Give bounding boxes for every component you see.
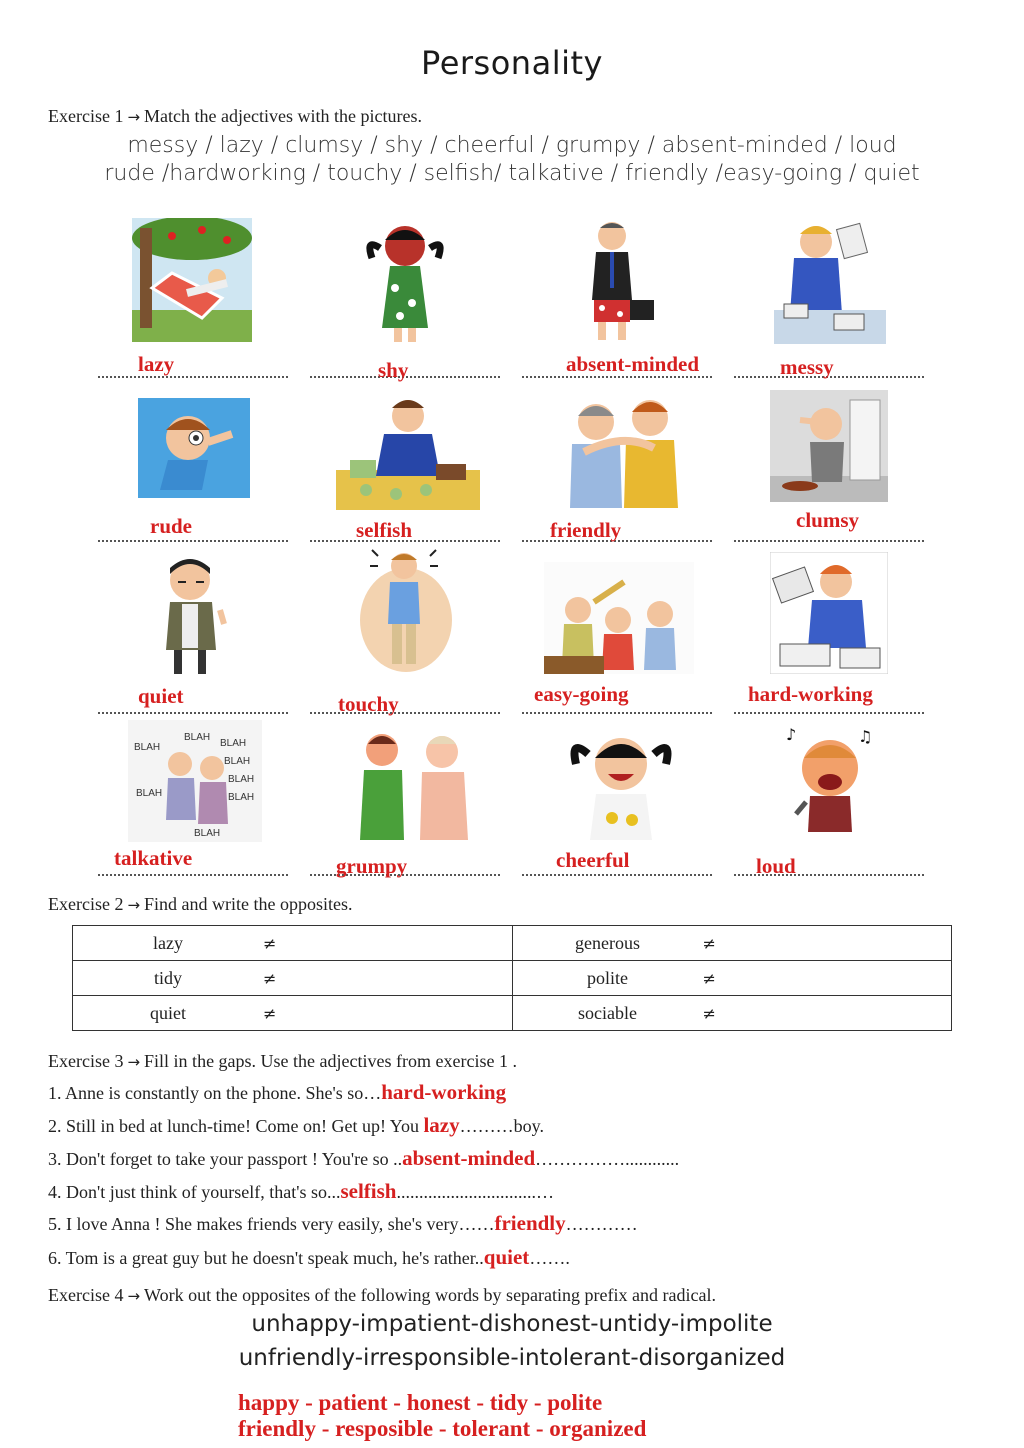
exercise3-heading <box>48 1051 517 1072</box>
picture-cell <box>522 382 712 542</box>
answer-quiet: quiet <box>138 684 184 708</box>
sentence-answer: quiet <box>483 1245 530 1269</box>
picture-cell <box>98 218 288 378</box>
picture-cell <box>734 382 924 542</box>
sentence-answer: lazy <box>423 1113 460 1137</box>
answer-line <box>522 874 712 876</box>
music-note-icon: ♪ <box>786 725 797 744</box>
exercise1-instruction: Match the adjectives with the pictures. <box>144 106 422 126</box>
sentence-text: 5. I love Anna ! She makes friends very easily, she's very…… <box>48 1214 495 1234</box>
word: sociable <box>578 1002 637 1023</box>
word-bank-line-2: rude /hardworking / touchy / selfish/ talkative / friendly /easy-going / quiet <box>104 161 920 186</box>
exercise4-words-line-1: unhappy-impatient-dishonest-untidy-impolite <box>251 1311 773 1337</box>
answer-messy: messy <box>780 355 834 379</box>
arrow-right-icon: → <box>127 1053 141 1071</box>
sentence-answer: friendly <box>494 1211 566 1235</box>
not-equal-icon: ≠ <box>702 968 716 988</box>
picture-cell <box>310 716 500 876</box>
table-cell <box>73 961 513 996</box>
picture-quiet-boy <box>150 554 240 678</box>
picture-cell <box>98 716 288 876</box>
picture-cheerful-girl <box>566 724 676 842</box>
word: lazy <box>153 932 183 953</box>
sentence-1 <box>48 1080 506 1105</box>
table-cell <box>73 926 513 961</box>
arrow-right-icon: → <box>127 108 141 126</box>
word: polite <box>587 967 628 988</box>
sentence-text: 4. Don't just think of yourself, that's so... <box>48 1182 341 1202</box>
table-cell <box>512 926 952 961</box>
answer-line <box>98 712 288 714</box>
table-cell <box>73 996 513 1031</box>
word-bank-line-1: messy / lazy / clumsy / shy / cheerful / grumpy / absent-minded / loud <box>127 133 897 158</box>
answer-grumpy: grumpy <box>336 854 408 878</box>
exercise3-label: Exercise 3 <box>48 1051 124 1071</box>
picture-cell <box>522 716 712 876</box>
picture-rude-boy <box>138 398 250 498</box>
picture-lazy-hammock <box>132 218 252 342</box>
picture-cell <box>734 218 924 378</box>
table-row <box>73 926 952 961</box>
blah-text: BLAH <box>134 742 161 753</box>
blah-text: BLAH <box>228 774 255 785</box>
table-row <box>73 996 952 1031</box>
answer-friendly: friendly <box>550 518 622 542</box>
sentence-text: ...............................… <box>396 1182 554 1202</box>
not-equal-icon: ≠ <box>263 1003 277 1023</box>
sentence-6 <box>48 1245 570 1270</box>
answer-line <box>98 540 288 542</box>
not-equal-icon: ≠ <box>263 968 277 988</box>
picture-shy-girl <box>360 218 450 344</box>
sentence-3 <box>48 1146 679 1171</box>
not-equal-icon: ≠ <box>263 933 277 953</box>
answer-absent-minded: absent-minded <box>566 352 700 376</box>
sentence-answer: selfish <box>340 1179 397 1203</box>
word: tidy <box>153 967 182 988</box>
sentence-4 <box>48 1179 554 1204</box>
picture-talkative-women <box>128 720 262 842</box>
answer-loud: loud <box>756 854 796 878</box>
sentence-2 <box>48 1113 544 1138</box>
answer-rude: rude <box>150 514 192 538</box>
sentence-text: ………boy. <box>459 1116 544 1136</box>
blah-text: BLAH <box>224 756 251 767</box>
arrow-right-icon: → <box>127 896 141 914</box>
table-row <box>73 961 952 996</box>
exercise4-words-line-2: unfriendly-irresponsible-intolerant-disorganized <box>238 1345 786 1371</box>
answer-line <box>734 712 924 714</box>
answer-talkative: talkative <box>114 846 193 870</box>
answer-selfish: selfish <box>356 518 413 542</box>
blah-text: BLAH <box>220 738 247 749</box>
picture-friendly-boys <box>554 392 688 508</box>
sentence-text: 1. Anne is constantly on the phone. She's so… <box>48 1083 382 1103</box>
exercise4-answer-line-2: friendly - resposible - tolerant - organized <box>238 1416 647 1441</box>
table-cell <box>512 961 952 996</box>
picture-hard-working-boy <box>770 552 888 674</box>
sentence-answer: absent-minded <box>402 1146 536 1170</box>
sentence-5 <box>48 1211 638 1236</box>
blah-text: BLAH <box>228 792 255 803</box>
opposites-table <box>72 925 952 1031</box>
sentence-answer: hard-working <box>381 1080 507 1104</box>
blah-text: BLAH <box>184 732 211 743</box>
exercise4-answer-line-1: happy - patient - honest - tidy - polite <box>238 1390 603 1415</box>
sentence-text: ……. <box>529 1248 570 1268</box>
answer-line <box>98 376 288 378</box>
answer-hard-working: hard-working <box>748 682 873 706</box>
answer-cheerful: cheerful <box>556 848 630 872</box>
picture-absent-minded-man <box>572 218 662 344</box>
exercise3-instruction: Fill in the gaps. Use the adjectives from exercise 1 . <box>144 1051 517 1071</box>
picture-cell <box>734 554 924 714</box>
answer-line <box>734 540 924 542</box>
arrow-right-icon: → <box>127 1287 141 1305</box>
picture-cell <box>98 554 288 714</box>
answer-clumsy: clumsy <box>796 508 859 532</box>
exercise4-instruction: Work out the opposites of the following words by separating prefix and radical. <box>144 1285 716 1305</box>
sentence-text: ……………............ <box>535 1149 680 1169</box>
picture-cell <box>522 554 712 714</box>
answer-line <box>522 712 712 714</box>
blah-text: BLAH <box>194 828 221 839</box>
picture-cell <box>98 382 288 542</box>
picture-cell <box>310 554 500 714</box>
not-equal-icon: ≠ <box>702 1003 716 1023</box>
exercise2-instruction: Find and write the opposites. <box>144 894 353 914</box>
word: quiet <box>150 1002 186 1023</box>
sentence-text: 2. Still in bed at lunch-time! Come on! Get up! You <box>48 1116 424 1136</box>
sentence-text: 6. Tom is a great guy but he doesn't speak much, he's rather.. <box>48 1248 484 1268</box>
exercise4-label: Exercise 4 <box>48 1285 124 1305</box>
sentence-text: 3. Don't forget to take your passport ! You're so .. <box>48 1149 403 1169</box>
picture-clumsy-man <box>770 390 888 502</box>
music-note-icon: ♫ <box>858 727 873 746</box>
exercise1-label: Exercise 1 <box>48 106 124 126</box>
picture-selfish-man <box>336 390 480 510</box>
exercise1-heading <box>48 106 422 127</box>
picture-cell <box>310 382 500 542</box>
answer-line <box>98 874 288 876</box>
sentence-text: ………… <box>565 1214 638 1234</box>
picture-loud-singer <box>780 722 880 842</box>
picture-easy-going-friends <box>544 562 694 674</box>
exercise2-heading <box>48 894 353 915</box>
picture-grumpy-boys <box>346 720 480 840</box>
picture-messy-boy <box>774 218 886 344</box>
word: generous <box>575 932 640 953</box>
blah-text: BLAH <box>136 788 163 799</box>
page-title: Personality <box>421 44 603 82</box>
answer-shy: shy <box>378 358 409 382</box>
table-cell <box>512 996 952 1031</box>
exercise4-heading <box>48 1285 716 1306</box>
picture-cell <box>522 218 712 378</box>
picture-touchy-boy <box>358 544 454 674</box>
picture-cell <box>734 716 924 876</box>
exercise2-label: Exercise 2 <box>48 894 124 914</box>
not-equal-icon: ≠ <box>702 933 716 953</box>
answer-lazy: lazy <box>138 352 175 376</box>
picture-cell <box>310 218 500 382</box>
answer-easy-going: easy-going <box>534 682 629 706</box>
answer-touchy: touchy <box>338 692 399 716</box>
